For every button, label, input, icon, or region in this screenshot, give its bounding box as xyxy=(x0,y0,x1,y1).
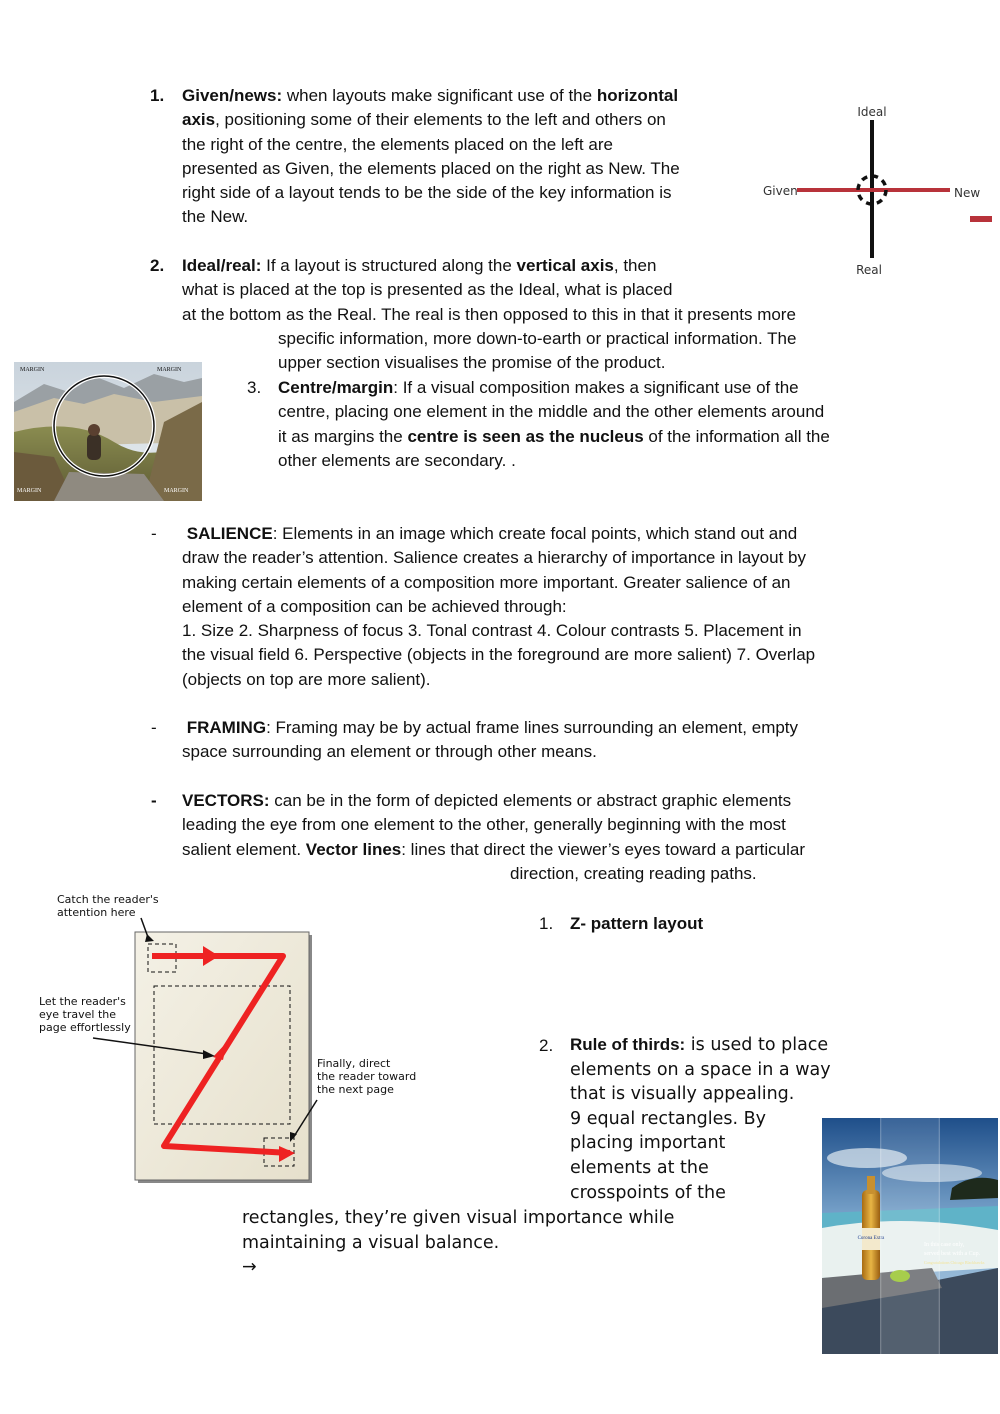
item2-text-b: , then xyxy=(613,256,657,275)
z-pattern-diagram xyxy=(35,890,435,1185)
axis-label-given: Given xyxy=(763,184,798,198)
z-caption-finally-1: Finally, direct xyxy=(317,1057,391,1070)
item1-line4: presented as Given, the elements placed on the right as New. The xyxy=(182,158,680,178)
vectors-text-b: salient element. xyxy=(182,839,306,859)
vectors-dash: - xyxy=(151,791,157,810)
thirds-line5: placing important xyxy=(570,1133,726,1154)
margin-label-br: MARGIN xyxy=(164,488,189,494)
salience-term: SALIENCE xyxy=(186,524,273,543)
item3-line2: centre, placing one element in the middle and the other elements around xyxy=(278,402,825,422)
salience-text-a: : Elements in an image which create focal points, which stand out and xyxy=(272,524,798,543)
item3-line1 xyxy=(278,376,898,400)
vectors-line3 xyxy=(182,838,902,862)
item2-line3: at the bottom as the Real. The real is then opposed to this in that it presents more xyxy=(182,304,796,324)
item1-text xyxy=(182,84,742,230)
salience-line3: making certain elements of a composition more important. Greater salience of an xyxy=(182,572,791,592)
thirds-line9: maintaining a visual balance. xyxy=(242,1232,500,1253)
vectors-text-c: : lines that direct the viewer’s eyes toward a particular xyxy=(401,839,806,859)
item1-line6: the New. xyxy=(182,207,249,227)
item2-text xyxy=(182,254,882,327)
item3-number: 3. xyxy=(247,378,262,397)
item1-bold-b: axis xyxy=(182,110,216,130)
z-caption-catch-1: Catch the reader's xyxy=(57,893,159,906)
item1-line2 xyxy=(182,108,742,132)
item3-text-a: : If a visual composition makes a significant use of the xyxy=(393,378,799,397)
thirds-number: 2. xyxy=(539,1036,554,1055)
salience-line7: (objects on top are more salient). xyxy=(182,669,431,689)
item3-line3 xyxy=(278,425,898,449)
framing-text-a: : Framing may be by actual frame lines surrounding an element, empty xyxy=(266,718,799,737)
axis-label-ideal: Ideal xyxy=(857,105,887,119)
item1-text-a: when layouts make significant use of the xyxy=(282,86,597,105)
framing-text xyxy=(182,716,902,765)
item1-line3: the right of the centre, the elements placed on the left are xyxy=(182,134,613,154)
axis-label-real: Real xyxy=(856,263,882,277)
item3-text-b: it as margins the xyxy=(278,426,408,446)
thirds-arrow: → xyxy=(242,1257,257,1278)
vectors-bold: Vector lines xyxy=(305,839,402,859)
red-marker xyxy=(970,216,992,222)
thirds-line8: rectangles, they’re given visual importance while xyxy=(242,1208,675,1228)
margin-label-tl: MARGIN xyxy=(20,367,45,373)
item3-text-c: of the information all the xyxy=(643,426,830,446)
item2-number: 2. xyxy=(150,256,165,275)
salience-text xyxy=(182,522,902,692)
ad-line1: In this case only, xyxy=(924,1242,965,1248)
salience-line5: 1. Size 2. Sharpness of focus 3. Tonal contrast 4. Colour contrasts 5. Placement in xyxy=(182,621,802,641)
item3-term: Centre/margin xyxy=(278,378,394,397)
salience-line6: the visual field 6. Perspective (objects in the foreground are more salient) 7. Overlap xyxy=(182,645,816,665)
thirds-line4: 9 equal rectangles. By xyxy=(570,1108,767,1129)
framing-term: FRAMING xyxy=(186,718,267,737)
thirds-line2: elements on a space in a way xyxy=(570,1059,831,1080)
thirds-line3: that is visually appealing. xyxy=(570,1084,795,1105)
item1-line1 xyxy=(182,84,742,108)
centre-margin-photo xyxy=(14,362,202,501)
margin-label-bl: MARGIN xyxy=(17,488,42,494)
item2-term: Ideal/real: xyxy=(182,256,262,275)
item2-continued xyxy=(278,327,898,376)
vectors-line1 xyxy=(182,789,902,813)
ad-line2: served best with a Cup. xyxy=(924,1251,981,1257)
framing-dash: - xyxy=(151,718,157,737)
thirds-continued xyxy=(242,1206,802,1280)
framing-line1 xyxy=(182,716,902,740)
z-caption-eye-3: page effortlessly xyxy=(39,1021,131,1034)
item1-number: 1. xyxy=(150,86,165,105)
item2-line4: specific information, more down-to-earth or practical information. The xyxy=(278,329,797,348)
item2-line2: what is placed at the top is presented as the Ideal, what is placed xyxy=(182,280,673,300)
margin-label-tr: MARGIN xyxy=(157,367,182,373)
framing-line2: space surrounding an element or through other means. xyxy=(182,742,597,762)
salience-line4: element of a composition can be achieved through: xyxy=(182,596,567,616)
vectors-line4: direction, creating reading paths. xyxy=(510,864,757,883)
item1-bold-a: horizontal xyxy=(596,86,679,105)
item1-text-b: , positioning some of their elements to the left and others on xyxy=(215,110,666,130)
item3-bold: centre is seen as the nucleus xyxy=(407,426,644,446)
thirds-line6: elements at the xyxy=(570,1157,709,1178)
z-caption-finally-3: the next page xyxy=(317,1083,394,1096)
z-caption-finally-2: the reader toward xyxy=(317,1070,417,1083)
item2-text-a: If a layout is structured along the xyxy=(261,256,517,275)
item3-line4: other elements are secondary. . xyxy=(278,450,516,470)
z-caption-eye-1: Let the reader's xyxy=(39,995,126,1008)
item2-bold-a: vertical axis xyxy=(516,256,614,275)
salience-dash: - xyxy=(151,524,157,543)
axis-label-new: New xyxy=(954,186,981,200)
item2-line5: upper section visualises the promise of the product. xyxy=(278,353,666,373)
thirds-term: Rule of thirds: xyxy=(570,1035,686,1054)
item1-term: Given/news: xyxy=(182,86,283,105)
zpattern-number: 1. xyxy=(539,914,554,933)
ad-line3: Congratulations Chicago Blackhawks xyxy=(924,1260,985,1265)
rule-of-thirds-ad xyxy=(822,1118,998,1354)
vectors-text-a: can be in the form of depicted elements or abstract graphic elements xyxy=(269,791,792,810)
item3-text xyxy=(278,376,898,473)
item2-line1 xyxy=(182,254,882,278)
z-caption-catch-2: attention here xyxy=(57,906,136,919)
salience-line2: draw the reader’s attention. Salience creates a hierarchy of importance in layout by xyxy=(182,548,806,568)
thirds-line1 xyxy=(570,1033,870,1058)
thirds-text-a: is used to place xyxy=(685,1035,829,1055)
ad-bottle-label: Corona Extra xyxy=(857,1236,885,1241)
salience-line1 xyxy=(182,522,902,546)
z-caption-eye-2: eye travel the xyxy=(39,1008,116,1021)
vectors-line2: leading the eye from one element to the other, generally beginning with the most xyxy=(182,815,786,835)
vectors-text xyxy=(182,789,902,862)
thirds-line7: crosspoints of the xyxy=(570,1182,726,1203)
vectors-term: VECTORS: xyxy=(182,791,270,810)
zpattern-title: Z- pattern layout xyxy=(570,914,704,933)
item1-line5: right side of a layout tends to be the side of the key information is xyxy=(182,183,672,203)
